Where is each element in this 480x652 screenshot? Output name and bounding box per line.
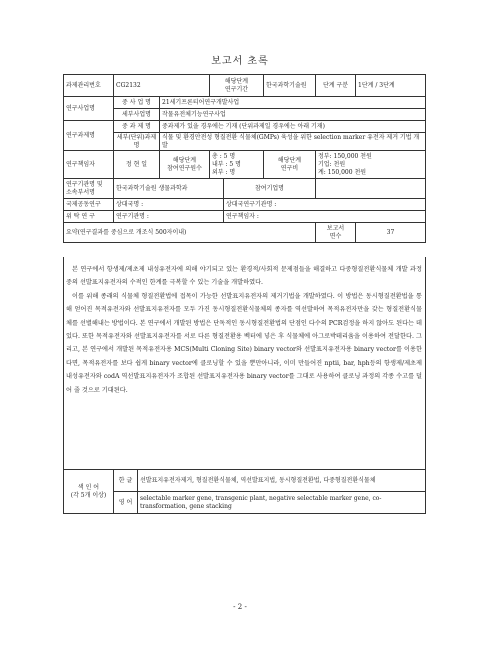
project-sub2-value: 식물 및 환경안전성 형질전환 식물체(GMPs) 육성을 위한 selection marker 유전자 제거 기법 개발	[160, 133, 426, 151]
summary-paragraph-2: 이를 위해 종래의 식물체 형질전환법에 접목이 가능한 선발표지유전자의 제거기법을 개발하였다. 이 방법은 동시형질전환법을 통해 얻어진 목적유전자와 선발표지유전자를 모두 가진 동시형질전환식물체의 종자를 역선발하여 목적유전자만을 갖는 형질전환식물체를 선별해내는 방법이다. 본 연구에서 개발된 방법은 단독적인 동시형질전환법의 단점인 다수의 PCR검정을 하지 않아도 된다는 데 있다. 또한 목적유전자와 선발표지유전자를 서로 다른 형질전환용 벡터에 넣은 후 식물체에 아그로박테리움을 이용하여 전달한다. 그리고, 본 연구에서 개발된 목적유전자용 MCS(Multi Cloning Site) binary vector와 선발표지유전자용 binary vector를 이용한다면, 목적유전자를 보다 쉽게 binary vector에 클로닝할 수 있을 뿐만아니라, 이미 만들어진 nptii, bar, hph등의 항생제/제초제 내성유전자와 codA 역선발표지유전자가 조합된 선발표지유전자용 binary vector를 그대로 사용하여 클로닝 과정의 각종 수고를 덜어 줄 것으로 기대된다.	[66, 292, 422, 394]
consign-org: 연구기관명 :	[114, 211, 224, 223]
summary-body	[66, 263, 422, 397]
intl-partner: 상대국명 :	[114, 199, 224, 211]
budget-amounts: 정부: 150,000 천원 기업: 천원 계: 150,000 천원	[316, 151, 426, 179]
budget-label: 해당단계 연구비	[264, 151, 316, 179]
stage-value: 1단계 / 3단계	[356, 75, 426, 97]
org-value: 한국과학기술원 생물과학과	[114, 179, 224, 199]
keywords-ko-value: 선발표지유전자제거, 형질전환식물체, 역선발표지법, 동시형질전환법, 다중형질전환식물체	[138, 470, 426, 492]
summary-label: 요약(연구결과를 중심으로 개조식 500자이내)	[64, 223, 316, 243]
project-label: 연구과제명	[64, 121, 114, 151]
org-label: 연구기관명 및 소속부서명	[64, 179, 114, 199]
intl-org: 상대국연구기관명 :	[224, 199, 426, 211]
program-sub2-label: 세부사업명	[114, 109, 160, 121]
agency-value: 한국과학기술원	[264, 75, 316, 97]
program-label: 연구사업명	[64, 97, 114, 121]
participant-label: 참여기업명	[224, 179, 316, 199]
program-sub1-label: 중 사 업 명	[114, 97, 160, 109]
agency-label: 해당단계 연구기간	[210, 75, 264, 97]
intl-label: 국제공동연구	[64, 199, 114, 211]
pages-value: 37	[356, 223, 426, 243]
researchers-count: 총 : 5 명 내부 : 5 명 외부 : 명	[210, 151, 264, 179]
keywords-en-label: 영 어	[114, 492, 138, 514]
keywords-label: 색 인 어 (각 5개 이상)	[64, 470, 114, 514]
project-sub2-label: 세부(단위)과제명	[114, 133, 160, 151]
program-sub1-value: 21세기프론티어연구개발사업	[160, 97, 426, 109]
task-no-value: CG2132	[114, 75, 210, 97]
pi-value: 정 현 일	[114, 151, 160, 179]
page-number: - 2 -	[233, 603, 247, 611]
task-no-label: 과제관리번호	[64, 75, 114, 97]
pi-label: 연구책임자	[64, 151, 114, 179]
researchers-label: 해당단계 참여연구원수	[160, 151, 210, 179]
participant-value	[316, 179, 426, 199]
consign-pi: 연구책임자 :	[224, 211, 426, 223]
summary-paragraph-1: 본 연구에서 항생제/제초제 내성유전자에 의해 야기되고 있는 환경적/사회적 문제점들을 해결하고 다중형질전환식물체 개발 과정 중의 선발표지유전자의 수적인 한계를 극복할 수 있는 기술을 개발하였다.	[66, 266, 422, 287]
stage-label: 단계 구분	[316, 75, 356, 97]
project-sub1-label: 중 과 제 명	[114, 121, 160, 133]
summary-info-table	[63, 74, 426, 243]
consign-label: 위 탁 연 구	[64, 211, 114, 223]
pages-label: 보고서 면수	[316, 223, 356, 243]
report-title: 보고서 초록	[211, 56, 269, 67]
keywords-ko-label: 한 글	[114, 470, 138, 492]
project-sub1-value: 중과제가 있을 경우에는 기재 (단위과제일 경우에는 아래 기재)	[160, 121, 426, 133]
keywords-en-value: selectable marker gene, transgenic plant, negative selectable marker gene, co-transformation, gene stacking	[138, 492, 426, 514]
program-sub2-value: 작물유전체기능연구사업	[160, 109, 426, 121]
keywords-table	[63, 469, 426, 514]
